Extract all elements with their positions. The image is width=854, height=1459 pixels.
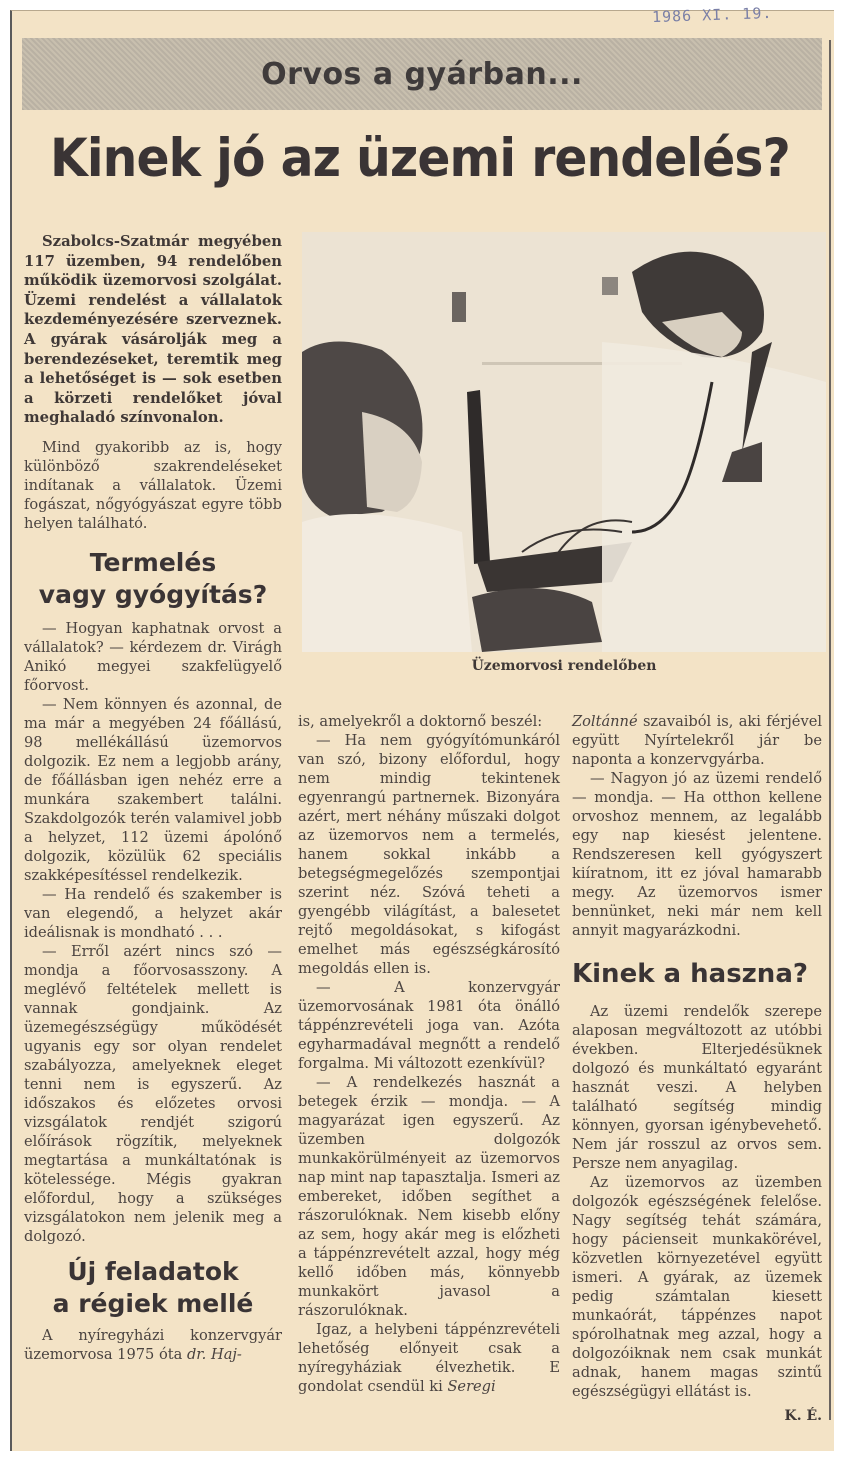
paragraph: — Nem könnyen és azonnal, de ma már a megyében 24 főállású, 98 mellékállású üzemorvos dolgozik. Ez nem a legjobb arány, de főállásban igen nehéz erre a munkára szakembert találni. Szakdolgozók terén valamivel jobb a helyzet, 112 üzemi ápolónő dolgozik, közülük 62 speciális szakképesítéssel rendelkezik. bbox=[24, 695, 282, 884]
paragraph: — Ha nem gyógyítómunkáról van szó, bizony előfordul, hogy nem mindig tekintenek egyenrangú partnernek. Bizonyára azért, mert néhány műszaki dolgot az üzemorvos nem a termelés, hanem sokkal inkább a betegségmegelőzés szempontjai szerint néz. Szóvá teheti a gyengébb világítást, a balesetet rejtő megoldásokat, s kifogást emelhet más egészségkárosító megoldás ellen is. bbox=[298, 732, 560, 977]
text: szavaiból is, aki férjével együtt Nyírtelekről jár be naponta a konzervgyárba. bbox=[572, 713, 822, 768]
photo-illustration bbox=[302, 232, 826, 652]
paragraph: Az üzemi rendelők szerepe alaposan megváltozott az utóbbi években. Elterjedésüknek dolgozó és munkáltató egyaránt hasznát veszi. A helyben található segítség mindig könnyen, gyorsan igénybevehető. Nem jár rosszul az orvos sem. Persze nem anyagilag. bbox=[572, 1003, 822, 1172]
column-3 bbox=[572, 712, 822, 1426]
paragraph: — A rendelkezés hasznát a betegek érzik — mondja. — A magyarázat igen egyszerű. Az üzemben dolgozók munkakörülményeit az üzemorvos nap mint nap tapasztalja. Ismeri az embereket, időben segíthet a rászorulóknak. Nem kisebb előny az sem, hogy akár meg is előzheti a táppénzrevételt azzal, hogy még kellő időben más, könnyebb munkakört javasol a rászorulóknak. bbox=[298, 1074, 560, 1319]
kicker: Orvos a gyárban... bbox=[261, 56, 583, 92]
paragraph: — Erről azért nincs szó — mondja a főorvosasszony. A meglévő feltételek mellett is vannak gondjaink. Az üzemegészségügy működését ugyanis egy sor olyan rendelet szabályozza, amelyeknek eleget tenni nem is egyszerű. Az időszakos és előzetes orvosi vizsgálatok rendjét szigorú előírások rögzítik, melyeknek megtartása a munkáltatónak is kötelessége. Mégis gyakran előfordul, hogy a szükséges vizsgálatokon nem jelenik meg a dolgozó. bbox=[24, 942, 282, 1245]
headline: Kinek jó az üzemi rendelés? bbox=[50, 128, 790, 189]
photo-caption: Üzemorvosi rendelőben bbox=[471, 658, 657, 674]
photo-doctor-patient bbox=[302, 232, 826, 652]
paragraph: is, amelyekről a doktornő beszél: bbox=[298, 713, 543, 730]
paragraph: — A konzervgyár üzemorvosának 1981 óta önálló táppénzrevételi joga van. Azóta egyharmadával megnőtt a rendelő forgalma. Mi változott ezenkívül? bbox=[298, 979, 560, 1072]
subhead-line: a régiek mellé bbox=[52, 1288, 254, 1318]
paragraph bbox=[24, 1326, 282, 1364]
intro-paragraph: Mind gyakoribb az is, hogy különböző szakrendeléseket indítanak a vállalatok. Üzemi fogászat, nőgyógyászat egyre több helyen található. bbox=[24, 438, 282, 532]
subhead-uj-feladatok bbox=[24, 1256, 282, 1320]
subhead-line: Új feladatok bbox=[67, 1256, 239, 1286]
paragraph: — Ha rendelő és szakember is van elegendő, a helyzet akár ideálisnak is mondható . . . bbox=[24, 885, 282, 941]
author-signature: K. É. bbox=[784, 1408, 822, 1424]
clipping-edge bbox=[829, 40, 831, 1420]
column-2 bbox=[298, 712, 560, 1396]
paragraph bbox=[298, 1320, 560, 1396]
subhead-line: vagy gyógyítás? bbox=[38, 579, 268, 609]
wall-picture bbox=[452, 292, 466, 322]
lead-paragraph: Szabolcs-Szatmár megyében 117 üzemben, 94 rendelőben működik üzemorvosi szolgálat. Üzemi rendelést a vállalatok kezdeményezésére szerveznek. A gyárak vásárolják meg a berendezéseket, teremtik meg a lehetőséget is — sok esetben a körzeti rendelőket jóval meghaladó színvonalon. bbox=[24, 233, 282, 427]
subhead-termeles bbox=[24, 547, 282, 611]
italic-name: Zoltánné bbox=[572, 713, 638, 730]
handwritten-date: 1986 XI. 19. bbox=[651, 3, 773, 27]
kicker-band bbox=[22, 38, 822, 110]
italic-name: dr. Haj- bbox=[186, 1345, 242, 1363]
column-1 bbox=[24, 232, 282, 1364]
text: Igaz, a helybeni táppénzrevételi lehetőség előnyeit csak a nyíregyháziak élvezhetik. E gondolat csendül ki bbox=[298, 1321, 560, 1395]
paragraph: Az üzemorvos az üzemben dolgozók egészségének felelőse. Nagy segítség tehát számára, hogy pácienseit munkakörével, közvetlen környezetével együtt ismeri. A gyárak, az üzemek pedig számtalan kiesett munkaórát, táppénzes napot spórolhatnak meg azzal, hogy a dolgozóiknak nem csak munkát adnak, hanem magas szintű egészségügyi ellátást is. bbox=[572, 1174, 822, 1400]
subhead-line: Termelés bbox=[89, 547, 217, 577]
paragraph bbox=[572, 712, 822, 769]
subhead-kinek-a-haszna: Kinek a haszna? bbox=[572, 959, 808, 989]
text: A nyíregyházi konzervgyár üzemorvosa 1975 óta bbox=[24, 1326, 282, 1363]
paragraph: — Nagyon jó az üzemi rendelő — mondja. — Ha otthon kellene orvoshoz mennem, az legalább egy nap kiesést jelentene. Rendszeresen kell gyógyszert kiíratnom, itt ez jóval hamarabb megy. Az üzemorvos ismer bennünket, neki már nem kell annyit magyarázkodni. bbox=[572, 770, 822, 939]
wall-picture bbox=[602, 277, 618, 295]
paragraph: — Hogyan kaphatnak orvost a vállalatok? — kérdezem dr. Virágh Anikó megyei szakfelügyelő főorvost. bbox=[24, 619, 282, 694]
italic-name: Seregi bbox=[447, 1378, 496, 1395]
